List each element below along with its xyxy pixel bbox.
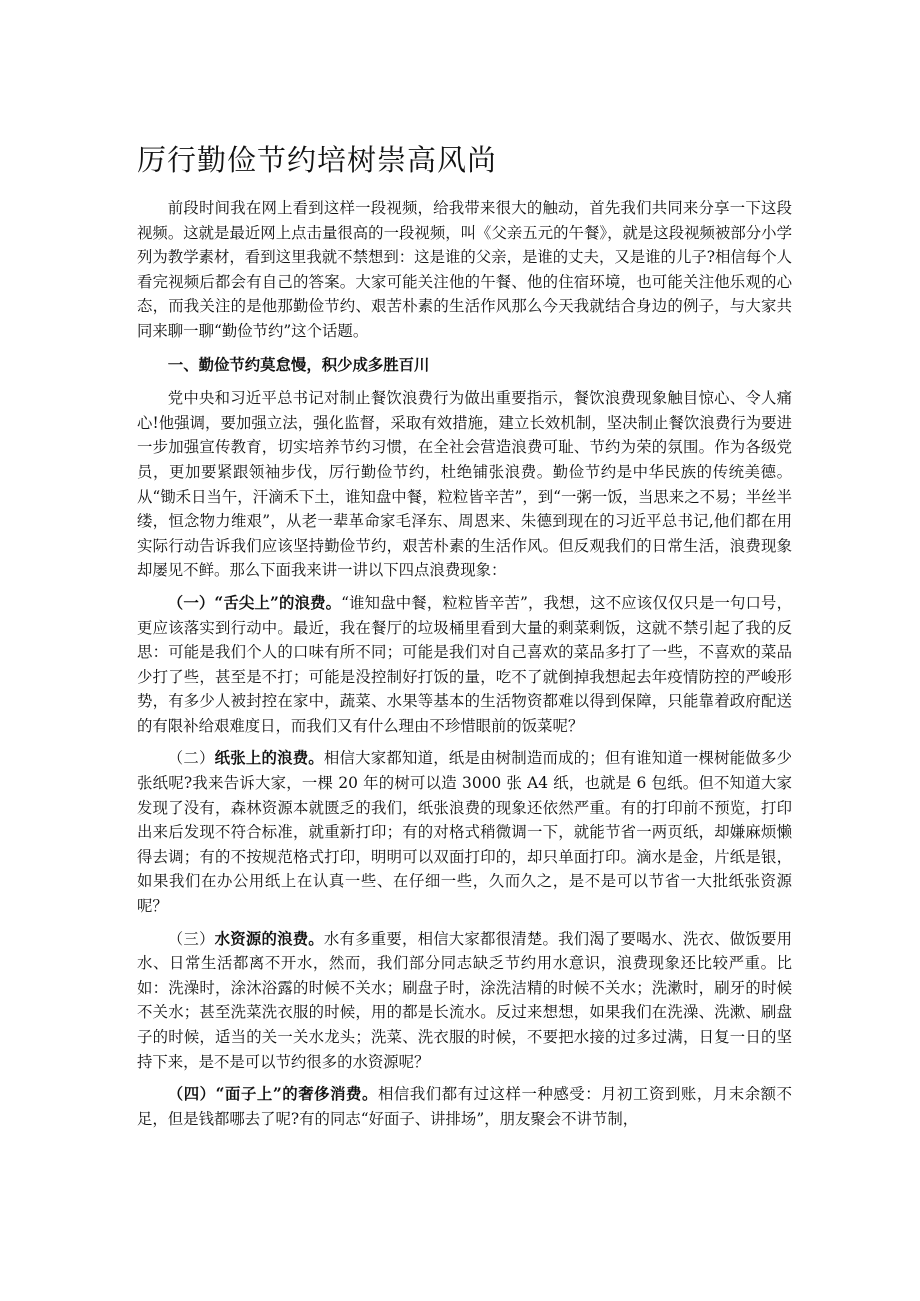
item-paragraph-1 — [137, 591, 792, 739]
item-label-1: （一）“舌尖上”的浪费。 — [167, 593, 342, 612]
item-prefix-2: （二） — [167, 749, 215, 768]
section-paragraph: 党中央和习近平总书记对制止餐饮浪费行为做出重要指示，餐饮浪费现象触目惊心、令人痛心!他强调，要加强立法，强化监督，采取有效措施，建立长效机制，坚决制止餐饮浪费行为要进一步加强宣传教育，切实培养节约习惯，在全社会营造浪费可耻、节约为荣的氛围。作为各级党员，更加要紧跟领袖步伐，厉行勤俭节约，杜绝铺张浪费。勤俭节约是中华民族的传统美德。从“锄禾日当午，汗滴禾下土，谁知盘中餐，粒粒皆辛苦”，到“一粥一饭，当思来之不易；半丝半缕，恒念物力维艰”，从老一辈革命家毛泽东、周恩来、朱德到现在的习近平总书记,他们都在用实际行动告诉我们应该坚持勤俭节约，艰苦朴素的生活作风。但反观我们的日常生活，浪费现象却屡见不鲜。那么下面我来讲一讲以下四点浪费现象： — [137, 389, 792, 580]
document-title: 厉行勤俭节约培树崇高风尚 — [137, 143, 498, 177]
item-label-4: （四）“面子上”的奢侈消费。 — [167, 1085, 378, 1104]
item-paragraph-3 — [137, 927, 792, 1075]
item-text-3: 水有多重要，相信大家都很清楚。我们渴了要喝水、洗衣、做饭要用水、日常生活都离不开水，然而，我们部分同志缺乏节约用水意识，浪费现象还比较严重。比如：洗澡时，涂沐浴露的时候不关水；刷盘子时，涂洗洁精的时候不关水；洗漱时，刷牙的时候不关水；甚至洗菜洗衣服的时候，用的都是长流水。反过来想想，如果我们在洗澡、洗漱、刷盘子的时候，适当的关一关水龙头；洗菜、洗衣服的时候，不要把水接的过多过满，日复一日的坚持下来，是不是可以节约很多的水资源呢？ — [137, 929, 792, 1071]
item-text-2: 相信大家都知道，纸是由树制造而成的；但有谁知道一棵树能做多少张纸呢?我来告诉大家，一棵 20 年的树可以造 3000 张 A4 纸，也就是 6 包纸。但不知道大家发现了没有，森林资源本就匮乏的我们，纸张浪费的现象还依然严重。有的打印前不预览，打印出来后发现不符合标准，就重新打印；有的对格式稍微调一下，就能节省一两页纸，却嫌麻烦懒得去调；有的不按规范格式打印，明明可以双面打印的，却只单面打印。滴水是金，片纸是银，如果我们在办公用纸上在认真一些、在仔细一些，久而久之，是不是可以节省一大批纸张资源呢？ — [137, 749, 792, 916]
intro-paragraph: 前段时间我在网上看到这样一段视频，给我带来很大的触动，首先我们共同来分享一下这段视频。这就是最近网上点击量很高的一段视频，叫《父亲五元的午餐》，就是这段视频被部分小学列为教学素材，看到这里我就不禁想到：这是谁的父亲，是谁的丈夫，又是谁的儿子?相信每个人看完视频后都会有自己的答案。大家可能关注他的午餐、他的住宿环境，也可能关注他乐观的心态，而我关注的是他那勤俭节约、艰苦朴素的生活作风那么今天我就结合身边的例子，与大家共同来聊一聊“勤俭节约”这个话题。 — [137, 199, 792, 340]
item-text-4: 相信我们都有过这样一种感受：月初工资到账，月末余额不足，但是钱都哪去了呢?有的同志“好面子、讲排场”，朋友聚会不讲节制， — [137, 1085, 792, 1128]
item-prefix-3: （三） — [167, 929, 215, 948]
item-paragraph-4 — [137, 1082, 792, 1131]
item-paragraph-2 — [137, 746, 792, 918]
item-text-1: “谁知盘中餐，粒粒皆辛苦”，我想，这不应该仅仅只是一句口号，更应该落实到行动中。最近，我在餐厅的垃圾桶里看到大量的剩菜剩饭，这就不禁引起了我的反思：可能是我们个人的口味有所不同；可能是我们对自己喜欢的菜品多打了一些，不喜欢的菜品少打了些，甚至是不打；可能是没控制好打饭的量，吃不了就倒掉我想起去年疫情防控的严峻形势，有多少人被封控在家中，蔬菜、水果等基本的生活物资都难以得到保障，只能靠着政府配送的有限补给艰难度日，而我们又有什么理由不珍惜眼前的饭菜呢？ — [137, 593, 792, 735]
item-label-3: 水资源的浪费。 — [214, 929, 324, 948]
section-heading: 一、勤俭节约莫怠慢，积少成多胜百川 — [167, 355, 430, 374]
item-label-2: 纸张上的浪费。 — [214, 749, 324, 768]
document-body — [137, 196, 792, 1131]
